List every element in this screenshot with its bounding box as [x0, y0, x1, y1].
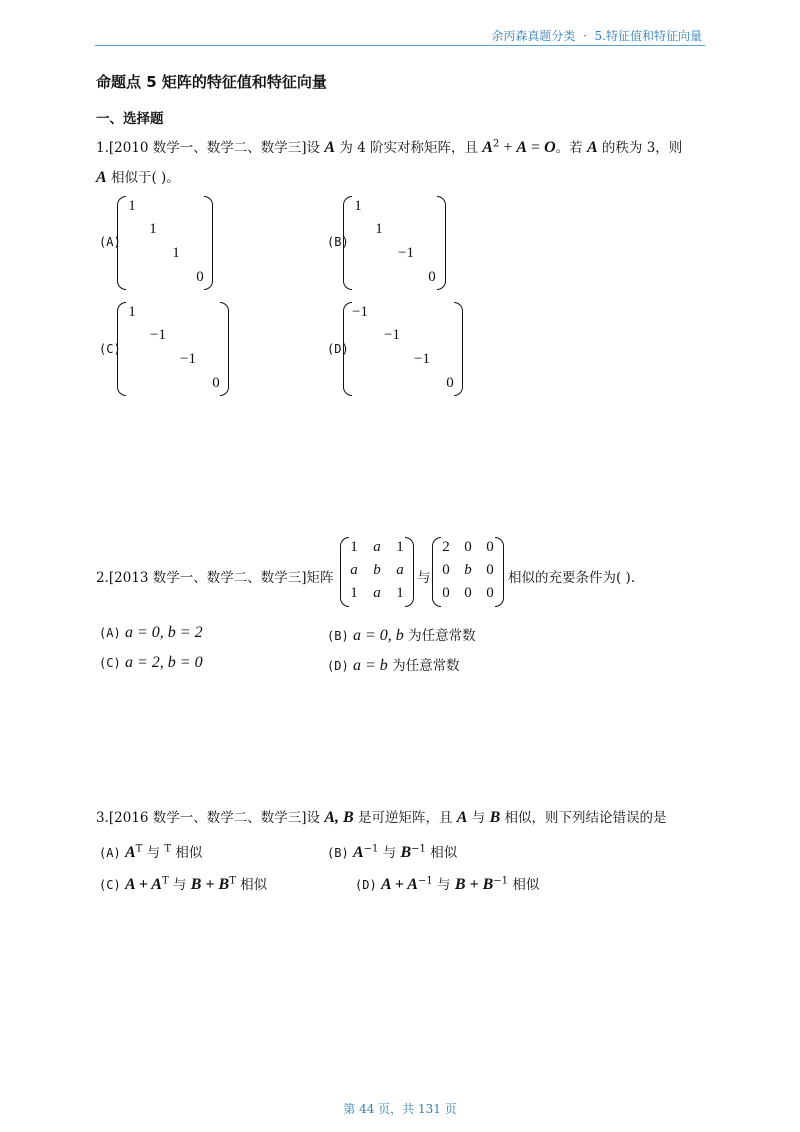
header-source: 余丙森真题分类 — [491, 29, 576, 43]
q1-prefix: 1.[2010 数学一、数学二、数学三]设 — [96, 140, 325, 156]
matrix-entry: 1 — [128, 198, 136, 214]
matrix-entry: 1 — [375, 221, 383, 237]
q2-suffix: 相似的充要条件为( ). — [508, 570, 636, 586]
matrix-entry: b — [464, 562, 472, 578]
matrix-entry: a — [373, 539, 381, 555]
option-sup: T — [161, 875, 169, 887]
matrix-entry: 0 — [428, 269, 436, 285]
matrix-entry: 1 — [172, 245, 180, 261]
q1-option-d-label[interactable]: (D) — [327, 342, 349, 356]
question-1-stem-line2 — [96, 166, 180, 187]
q2-option-d[interactable] — [327, 654, 460, 675]
option-text: 为任意常数 — [403, 628, 476, 644]
option-label: (B) — [327, 629, 349, 643]
q1-option-a-label[interactable]: (A) — [99, 235, 121, 249]
option-sup2: −1 — [493, 875, 509, 887]
option-expr: A + A — [124, 876, 162, 893]
header-separator: · — [583, 29, 587, 43]
q3-B: B — [489, 809, 501, 826]
option-text: 为任意常数 — [387, 658, 460, 674]
matrix-entry: b — [373, 562, 381, 578]
q1-text-1: 为 4 阶实对称矩阵，且 — [335, 140, 483, 156]
option-expr: A — [124, 844, 136, 861]
q1-matrix-A-2: A — [586, 139, 598, 156]
option-text: 相似 — [171, 845, 203, 861]
q3-prefix: 3.[2016 数学一、数学二、数学三]设 — [96, 810, 325, 826]
matrix-entry: 0 — [486, 539, 494, 555]
matrix-entry: 0 — [212, 375, 220, 391]
q1-option-c-matrix — [117, 302, 229, 396]
matrix-entry: a — [396, 562, 404, 578]
q3-text-3: 相似，则下列结论错误的是 — [500, 810, 667, 826]
option-mid: 与 — [142, 845, 165, 861]
matrix-entry: 0 — [486, 562, 494, 578]
option-sup: −1 — [363, 843, 379, 855]
q1-option-b-matrix — [343, 196, 446, 290]
matrix-entry: 1 — [350, 539, 358, 555]
page-title: 命题点 5 矩阵的特征值和特征向量 — [96, 73, 327, 91]
q2-option-b[interactable] — [327, 624, 476, 645]
option-text: 相似 — [235, 877, 268, 893]
option-sup: T — [135, 843, 143, 855]
matrix-entry: −1 — [414, 351, 430, 367]
matrix-entry: 1 — [350, 585, 358, 601]
q2-matrix-2 — [432, 537, 504, 607]
q1-exponent: 2 — [492, 138, 500, 150]
option-math: a = 2, b = 0 — [124, 654, 203, 671]
q1-option-a-matrix — [117, 196, 213, 290]
matrix-entry: −1 — [352, 304, 368, 320]
q3-option-d[interactable] — [355, 873, 539, 894]
option-sup2: T — [164, 843, 172, 855]
header-rule — [95, 45, 705, 46]
q1-eq-equals: = — [527, 139, 545, 156]
header-chapter: 5.特征值和特征向量 — [594, 29, 702, 43]
q3-A: A — [456, 809, 468, 826]
option-expr: A + A — [380, 876, 418, 893]
q1-eq-A: A — [482, 139, 493, 156]
matrix-entry: 1 — [354, 198, 362, 214]
q3-option-a[interactable] — [99, 841, 202, 862]
q3-text-1: 是可逆矩阵，且 — [353, 810, 457, 826]
q1-line2-A: A — [96, 169, 107, 186]
question-1-stem — [96, 136, 682, 157]
q2-prefix: 2.[2013 数学一、数学二、数学三]矩阵 — [96, 570, 334, 586]
q1-option-d-matrix — [343, 302, 463, 396]
matrix-entry: 0 — [442, 562, 450, 578]
option-text: 相似 — [425, 845, 458, 861]
running-header — [491, 27, 702, 44]
q2-option-a[interactable] — [99, 624, 203, 642]
matrix-entry: 1 — [396, 585, 404, 601]
matrix-entry: 1 — [128, 304, 136, 320]
matrix-entry: 1 — [149, 221, 157, 237]
option-math: a = b — [352, 657, 388, 674]
option-math: a = 0, b — [352, 627, 404, 644]
option-expr2: B + B — [454, 876, 494, 893]
option-expr2: B + B — [190, 876, 230, 893]
q1-eq-plus: + — [499, 139, 517, 156]
matrix-entry: 1 — [396, 539, 404, 555]
q1-line2-text: 相似于( )。 — [106, 170, 180, 186]
option-label: (A) — [99, 846, 121, 860]
q1-text-3: 的秩为 3，则 — [597, 140, 683, 156]
option-text: 相似 — [508, 877, 540, 893]
option-label: (C) — [99, 656, 121, 670]
q1-option-b-label[interactable]: (B) — [327, 235, 349, 249]
option-expr: A — [352, 844, 364, 861]
q1-eq-O: O — [544, 139, 556, 156]
option-sup2: −1 — [411, 843, 426, 855]
option-mid: 与 — [168, 877, 191, 893]
q2-option-c[interactable] — [99, 654, 203, 672]
q3-option-c[interactable] — [99, 873, 267, 894]
q1-eq-A2: A — [516, 139, 528, 156]
matrix-entry: 0 — [464, 539, 472, 555]
option-expr2: B — [400, 844, 412, 861]
matrix-entry: 0 — [446, 375, 454, 391]
matrix-entry: −1 — [398, 245, 414, 261]
matrix-entry: 0 — [442, 585, 450, 601]
matrix-entry: 0 — [464, 585, 472, 601]
matrix-entry: 0 — [486, 585, 494, 601]
option-label: (D) — [327, 659, 349, 673]
matrix-entry: a — [350, 562, 358, 578]
matrix-entry: 2 — [442, 539, 450, 555]
option-sup: −1 — [417, 875, 433, 887]
q3-text-2: 与 — [467, 810, 490, 826]
matrix-entry: −1 — [150, 327, 166, 343]
matrix-entry: −1 — [384, 327, 400, 343]
q1-text-2: 。若 — [555, 140, 587, 156]
option-mid: 与 — [378, 845, 401, 861]
q3-matrices: A, B — [324, 809, 354, 826]
page-number-footer: 第 44 页，共 131 页 — [343, 1102, 457, 1116]
option-label: (A) — [99, 626, 121, 640]
option-sup2: T — [229, 875, 236, 887]
question-3-stem — [96, 806, 667, 827]
option-mid: 与 — [432, 877, 455, 893]
q2-matrix-1 — [340, 537, 414, 607]
option-math: a = 0, b = 2 — [124, 624, 203, 641]
option-label: (B) — [327, 846, 349, 860]
matrix-entry: 0 — [196, 269, 204, 285]
q1-matrix-A: A — [324, 139, 336, 156]
q3-option-b[interactable] — [327, 841, 457, 862]
matrix-entry: a — [373, 585, 381, 601]
matrix-entry: −1 — [180, 351, 196, 367]
q2-with: 与 — [417, 570, 431, 586]
q1-option-c-label[interactable]: (C) — [99, 342, 121, 356]
option-label: (C) — [99, 878, 121, 892]
section-heading: 一、选择题 — [96, 111, 164, 127]
option-label: (D) — [355, 878, 377, 892]
